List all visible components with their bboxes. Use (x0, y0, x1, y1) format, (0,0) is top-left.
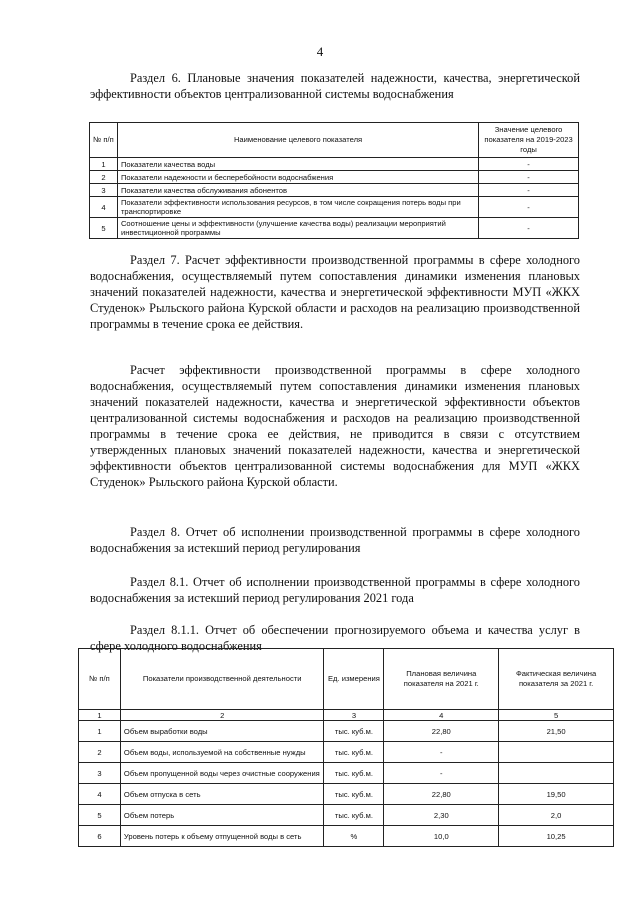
plan-value: 10,0 (384, 826, 499, 847)
row-number: 4 (90, 197, 118, 218)
fact-value (499, 742, 614, 763)
table-row (79, 826, 614, 847)
plan-value: 22,80 (384, 784, 499, 805)
indicator-name: Показатели надежности и бесперебойности водоснабжения (117, 171, 478, 184)
indicator-value: - (479, 171, 579, 184)
metric-unit: тыс. куб.м. (324, 784, 384, 805)
section81-heading: Раздел 8.1. Отчет об исполнении производственной программы в сфере холодного водоснабжения за истекший период регулирования 2021 года (90, 575, 580, 605)
index-cell: 2 (120, 710, 324, 721)
header-cell: Показатели производственной деятельности (120, 649, 324, 710)
table-header-row (90, 123, 579, 158)
header-cell: Плановая величина показателя на 2021 г. (384, 649, 499, 710)
table-row (79, 784, 614, 805)
metric-name: Объем пропущенной воды через очистные сооружения (120, 763, 324, 784)
indicator-value: - (479, 184, 579, 197)
index-cell: 5 (499, 710, 614, 721)
fact-value: 21,50 (499, 721, 614, 742)
indicator-value: - (479, 218, 579, 239)
metric-unit: тыс. куб.м. (324, 721, 384, 742)
fact-value: 2,0 (499, 805, 614, 826)
plan-value: - (384, 742, 499, 763)
table-row (90, 171, 579, 184)
column-index-row (79, 710, 614, 721)
indicator-name: Показатели качества воды (117, 158, 478, 171)
section7-body: Расчет эффективности производственной программы в сфере холодного водоснабжения, осуществляемый путем сопоставления динамики изменения плановых значений показателей надежности, качества и энергетической эффективности объектов централизованной системы водоснабжения и расходов на реализацию производственной программы в течение срока ее действия, не приводится в связи с отсутствием утвержденных плановых значений показателей надежности, качества и энергетической эффективности объектов централизованной системы водоснабжения для МУП «ЖКХ Студенок» Рыльского района Курской области. (90, 363, 580, 489)
metric-unit: % (324, 826, 384, 847)
plan-value: 22,80 (384, 721, 499, 742)
indicator-name: Показатели эффективности использования ресурсов, в том числе сокращения потерь воды при транспортировке (117, 197, 478, 218)
table-header-row (79, 649, 614, 710)
metric-name: Объем выработки воды (120, 721, 324, 742)
metric-name: Уровень потерь к объему отпущенной воды в сеть (120, 826, 324, 847)
row-number: 6 (79, 826, 121, 847)
indicator-value: - (479, 158, 579, 171)
section7-heading: Раздел 7. Расчет эффективности производственной программы в сфере холодного водоснабжения, осуществляемый путем сопоставления динамики изменения плановых значений показателей надежности, качества и энергетической эффективности МУП «ЖКХ Студенок» Рыльского района Курской области и расходов на реализацию производственной программы в течение срока ее действия. (90, 253, 580, 331)
plan-value: 2,30 (384, 805, 499, 826)
section6-heading: Раздел 6. Плановые значения показателей надежности, качества, энергетической эффективности объектов централизованной системы водоснабжения (90, 71, 580, 101)
row-number: 5 (79, 805, 121, 826)
row-number: 1 (79, 721, 121, 742)
table-row (90, 184, 579, 197)
header-cell: Наименование целевого показателя (117, 123, 478, 158)
index-cell: 3 (324, 710, 384, 721)
header-cell: № п/п (90, 123, 118, 158)
section811-heading: Раздел 8.1.1. Отчет об обеспечении прогнозируемого объема и качества услуг в сфере холодного водоснабжения (90, 623, 580, 653)
table-row (79, 763, 614, 784)
indicator-name: Соотношение цены и эффективности (улучшение качества воды) реализации мероприятий инвестиционной программы (117, 218, 478, 239)
row-number: 3 (79, 763, 121, 784)
header-cell: № п/п (79, 649, 121, 710)
table-row (90, 197, 579, 218)
row-number: 1 (90, 158, 118, 171)
row-number: 5 (90, 218, 118, 239)
index-cell: 1 (79, 710, 121, 721)
metric-name: Объем воды, используемой на собственные нужды (120, 742, 324, 763)
indicator-value: - (479, 197, 579, 218)
fact-value: 19,50 (499, 784, 614, 805)
indicator-name: Показатели качества обслуживания абонентов (117, 184, 478, 197)
row-number: 2 (79, 742, 121, 763)
header-cell: Ед. измерения (324, 649, 384, 710)
table-row (79, 742, 614, 763)
header-cell: Значение целевого показателя на 2019-2023 годы (479, 123, 579, 158)
table-row (90, 158, 579, 171)
plan-value: - (384, 763, 499, 784)
fact-value: 10,25 (499, 826, 614, 847)
table-row (90, 218, 579, 239)
section8-heading: Раздел 8. Отчет об исполнении производственной программы в сфере холодного водоснабжения за истекший период регулирования (90, 525, 580, 555)
page-number: 4 (316, 44, 324, 59)
row-number: 2 (90, 171, 118, 184)
production-report-table (78, 648, 614, 847)
header-cell: Фактическая величина показателя за 2021 г. (499, 649, 614, 710)
row-number: 3 (90, 184, 118, 197)
metric-unit: тыс. куб.м. (324, 742, 384, 763)
metric-name: Объем отпуска в сеть (120, 784, 324, 805)
target-indicators-table (89, 122, 579, 239)
index-cell: 4 (384, 710, 499, 721)
metric-unit: тыс. куб.м. (324, 763, 384, 784)
table-row (79, 805, 614, 826)
metric-name: Объем потерь (120, 805, 324, 826)
row-number: 4 (79, 784, 121, 805)
fact-value (499, 763, 614, 784)
table-row (79, 721, 614, 742)
metric-unit: тыс. куб.м. (324, 805, 384, 826)
